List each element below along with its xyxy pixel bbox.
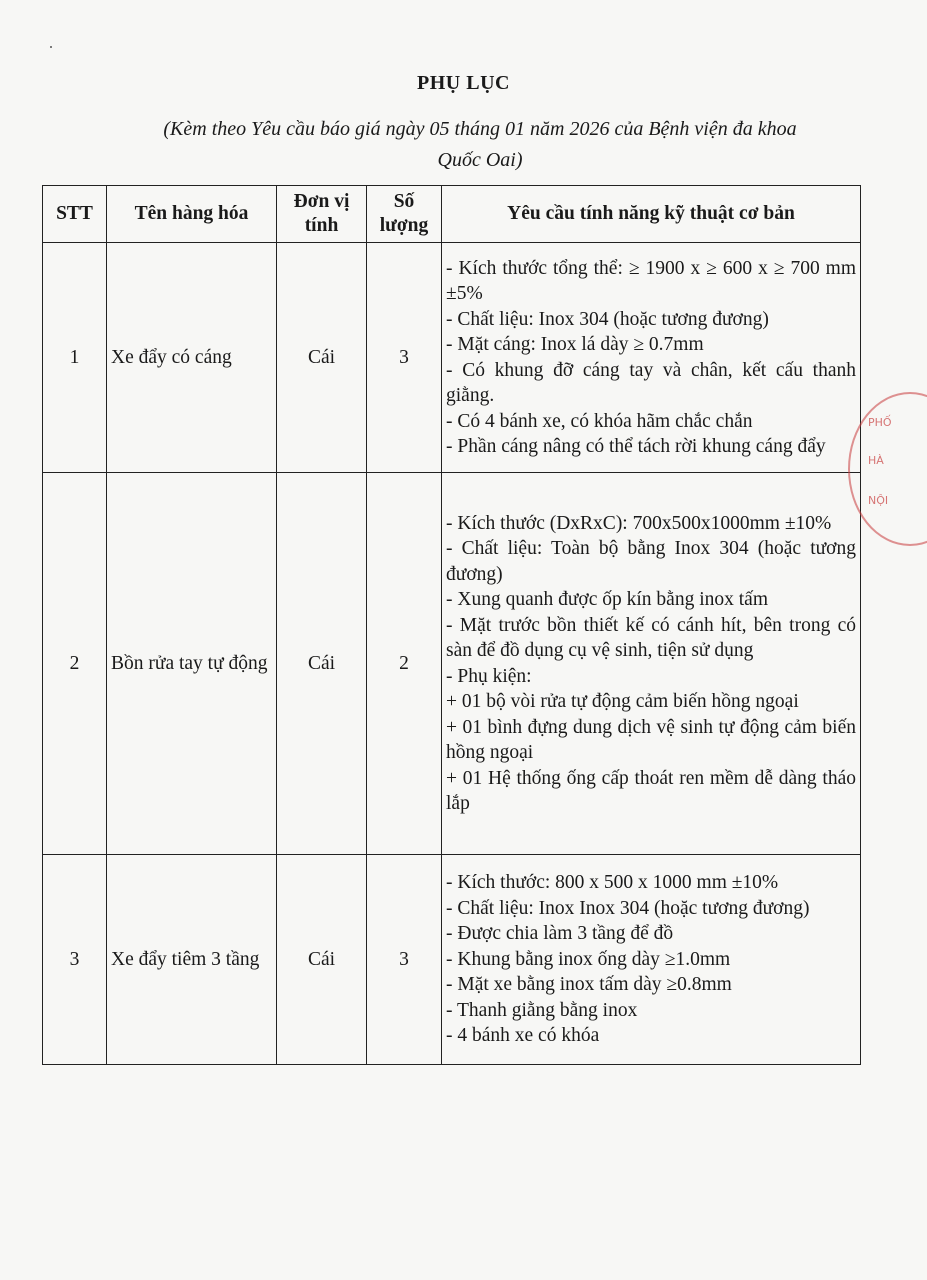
header-unit-line-2: tính bbox=[304, 215, 339, 236]
subtitle-line-1: (Kèm theo Yêu cầu báo giá ngày 05 tháng 01 năm 2026 của Bệnh viện đa khoa bbox=[163, 118, 797, 140]
spec-line: + 01 bình đựng dung dịch vệ sinh tự động cảm biến hồng ngoại bbox=[446, 716, 856, 763]
row-specs bbox=[442, 473, 861, 855]
spec-line: - Chất liệu: Toàn bộ bằng Inox 304 (hoặc tương đương) bbox=[446, 538, 856, 585]
header-unit bbox=[277, 186, 367, 243]
spec-line: - Chất liệu: Inox Inox 304 (hoặc tương đương) bbox=[446, 897, 810, 919]
spec-line: - Khung bằng inox ống dày ≥1.0mm bbox=[446, 948, 731, 970]
table-header-row bbox=[43, 186, 861, 243]
spec-line: - Phần cáng nâng có thể tách rời khung cáng đẩy bbox=[446, 436, 826, 457]
stamp-text: NỘI bbox=[868, 494, 889, 507]
table-row bbox=[43, 473, 861, 855]
spec-line: - Phụ kiện: bbox=[446, 665, 532, 687]
header-specs: Yêu cầu tính năng kỹ thuật cơ bản bbox=[442, 186, 861, 243]
row-qty: 3 bbox=[367, 855, 442, 1065]
page-subtitle bbox=[120, 114, 840, 176]
header-qty-line-2: lượng bbox=[379, 215, 429, 236]
spec-line: + 01 Hệ thống ống cấp thoát ren mềm dễ dàng tháo lắp bbox=[446, 767, 856, 814]
specification-table bbox=[42, 185, 861, 1065]
spec-line: - Có 4 bánh xe, có khóa hãm chắc chắn bbox=[446, 410, 753, 432]
header-unit-line-1: Đơn vị bbox=[293, 191, 350, 212]
row-name: Bồn rửa tay tự động bbox=[107, 473, 277, 855]
header-qty bbox=[367, 186, 442, 243]
spec-line: - 4 bánh xe có khóa bbox=[446, 1025, 600, 1047]
row-stt: 3 bbox=[43, 855, 107, 1065]
spec-line: - Kích thước tổng thể: ≥ 1900 x ≥ 600 x ≥ 700 mm ±5% bbox=[446, 257, 856, 304]
row-stt: 2 bbox=[43, 473, 107, 855]
spec-line: - Mặt trước bồn thiết kế có cánh hít, bên trong có sàn để đồ dụng cụ vệ sinh, tiện sử dụng bbox=[446, 614, 856, 661]
spec-line: - Kích thước (DxRxC): 700x500x1000mm ±10% bbox=[446, 512, 832, 534]
table-row bbox=[43, 243, 861, 473]
stamp-text: PHỐ bbox=[868, 416, 892, 429]
stamp-text: HÀ bbox=[868, 454, 884, 467]
row-unit: Cái bbox=[277, 243, 367, 473]
scan-speck bbox=[50, 46, 52, 48]
row-name: Xe đẩy có cáng bbox=[107, 243, 277, 473]
row-stt: 1 bbox=[43, 243, 107, 473]
row-unit: Cái bbox=[277, 473, 367, 855]
spec-line: - Mặt xe bằng inox tấm dày ≥0.8mm bbox=[446, 974, 732, 996]
spec-line: - Được chia làm 3 tầng để đồ bbox=[446, 923, 674, 945]
row-specs bbox=[442, 243, 861, 473]
row-qty: 2 bbox=[367, 473, 442, 855]
header-qty-line-1: Số bbox=[393, 191, 415, 212]
subtitle-line-2: Quốc Oai) bbox=[437, 149, 523, 171]
spec-line: - Kích thước: 800 x 500 x 1000 mm ±10% bbox=[446, 872, 779, 894]
page-title: PHỤ LỤC bbox=[417, 72, 510, 94]
spec-line: - Thanh giằng bằng inox bbox=[446, 999, 638, 1021]
spec-line: - Có khung đỡ cáng tay và chân, kết cấu thanh giằng. bbox=[446, 359, 856, 406]
row-qty: 3 bbox=[367, 243, 442, 473]
row-specs bbox=[442, 855, 861, 1065]
header-stt: STT bbox=[43, 186, 107, 243]
row-unit: Cái bbox=[277, 855, 367, 1065]
table-row bbox=[43, 855, 861, 1065]
spec-line: + 01 bộ vòi rửa tự động cảm biến hồng ngoại bbox=[446, 691, 799, 712]
spec-line: - Xung quanh được ốp kín bằng inox tấm bbox=[446, 589, 768, 610]
spec-line: - Mặt cáng: Inox lá dày ≥ 0.7mm bbox=[446, 334, 704, 355]
header-name: Tên hàng hóa bbox=[107, 186, 277, 243]
row-name: Xe đẩy tiêm 3 tầng bbox=[107, 855, 277, 1065]
spec-line: - Chất liệu: Inox 304 (hoặc tương đương) bbox=[446, 308, 769, 330]
